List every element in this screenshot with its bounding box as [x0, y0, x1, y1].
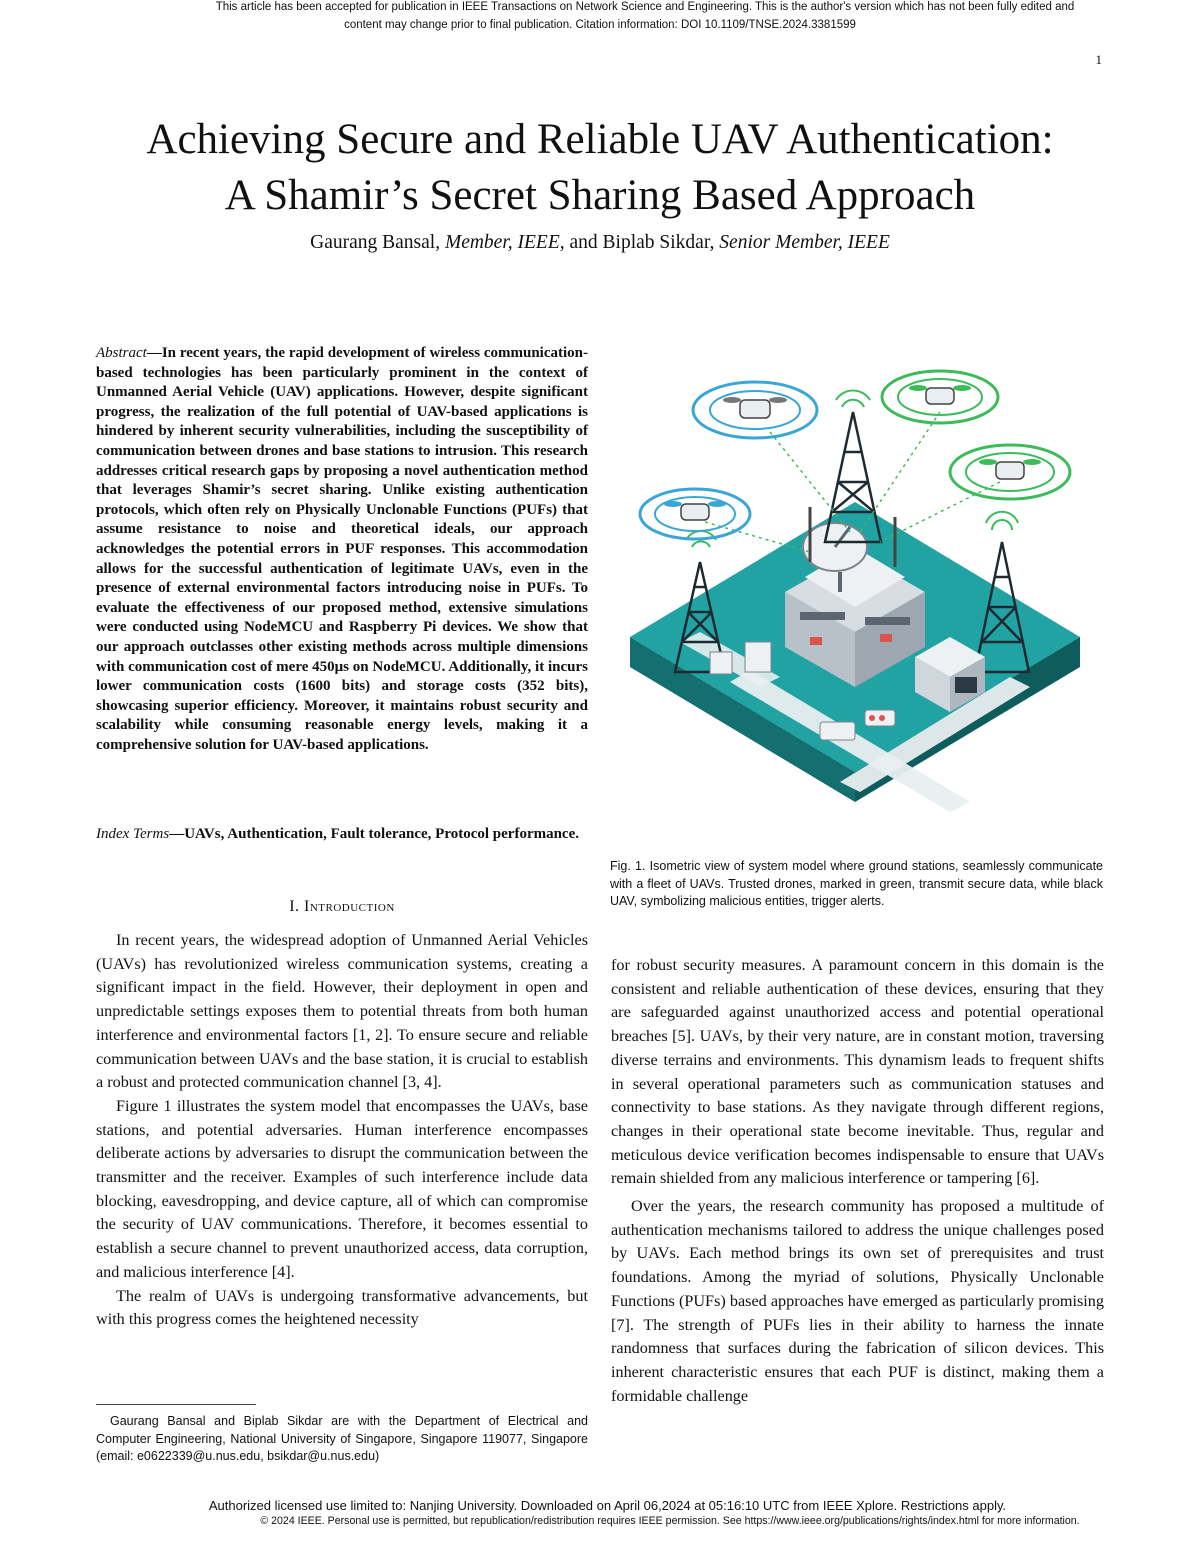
- paragraph: for robust security measures. A paramount concern in this domain is the consistent and reliable authentication of these devices, ensuring that they are safeguarded against unauthorized access and potential operational breaches [5]. UAVs, by their very nature, are in constant motion, traversing diverse terrains and environments. This dynamism leads to frequent shifts in several operational parameters such as communication statuses and connectivity to base stations. As they navigate through different regions, changes in their operational state become inevitable. Thus, regular and meticulous device verification becomes indispensable to ensure that UAVs remain shielded from any malicious interference or tampering [6].: [611, 956, 1104, 1188]
- abstract-label: Abstract: [96, 345, 147, 361]
- page-number: 1: [1095, 52, 1102, 67]
- abstract: [96, 344, 588, 755]
- copyright-notice: © 2024 IEEE. Personal use is permitted, but republication/redistribution requires IEEE permission. See https://www.ieee.org/publications/rights/index.html for more information.: [260, 1515, 1080, 1527]
- author-1-role: Member, IEEE,: [444, 232, 565, 253]
- paragraph: In recent years, the widespread adoption of Unmanned Aerial Vehicles (UAVs) has revolutionized wireless communication systems, creating a significant impact in the field. However, their deployment in open and unpredictable settings exposes them to potential threats from both human interference and environmental factors [1, 2]. To ensure secure and reliable communication between UAVs and the base station, it is crucial to establish a robust and protected communication channel [3, 4].: [96, 931, 588, 1092]
- right-column-body: [611, 954, 1104, 1408]
- left-column-body: [96, 929, 588, 1332]
- index-terms: [96, 825, 588, 845]
- figure-system-model: [610, 342, 1105, 840]
- section-heading-introduction: [96, 898, 588, 916]
- title-line-2: A Shamir’s Secret Sharing Based Approach: [224, 172, 976, 219]
- publication-notice-line1: This article has been accepted for publication in IEEE Transactions on Network Science and Engineering. This is the author's version which has not been fully edited and: [215, 1, 1075, 13]
- paragraph: The realm of UAVs is undergoing transformative advancements, but with this progress comes the heightened necessity: [96, 1286, 588, 1329]
- paragraph: Over the years, the research community has proposed a multitude of authentication mechanisms tailored to address the unique challenges posed by UAVs. Each method brings its own set of prerequisites and trust foundations. Among the myriad of solutions, Physically Unclonable Functions (PUFs) based approaches have emerged as particularly promising [7]. The strength of PUFs lies in their ability to harness the innate randomness that surfaces during the fabrication of silicon devices. This inherent characteristic ensures that each PUF is distinct, making them a formidable challenge: [611, 1197, 1104, 1405]
- index-terms-label: Index Terms: [96, 826, 170, 842]
- index-terms-text: —UAVs, Authentication, Fault tolerance, Protocol performance.: [169, 826, 580, 842]
- title-line-1: Achieving Secure and Reliable UAV Authentication:: [146, 116, 1054, 163]
- publication-notice-line2: content may change prior to final publication. Citation information: DOI 10.1109/TNSE.2024.3381599: [344, 19, 856, 31]
- system-model-illustration: [610, 342, 1105, 840]
- paragraph: Figure 1 illustrates the system model that encompasses the UAVs, base stations, and potential adversaries. Human interference encompasses deliberate actions by adversaries to disrupt the communication between the transmitter and the receiver. Examples of such interference include data blocking, eavesdropping, and device capture, all of which can compromise the security of UAV communications. Therefore, it becomes essential to establish a secure channel to prevent unauthorized access, data corruption, and malicious interference [4].: [96, 1096, 588, 1281]
- author-2-role: Senior Member, IEEE: [719, 232, 890, 253]
- figure-caption: Fig. 1. Isometric view of system model where ground stations, seamlessly communicate with a fleet of UAVs. Trusted drones, marked in green, transmit secure data, while black UAV, symbolizing malicious entities, trigger alerts.: [610, 859, 1103, 908]
- author-affiliation-footnote: Gaurang Bansal and Biplab Sikdar are with the Department of Electrical and Computer Engineering, National University of Singapore, Singapore 119077, Singapore (email: e0622339@u.nus.edu, bsikdar@u.nus.edu): [96, 1414, 588, 1463]
- footnote-divider: [96, 1404, 256, 1405]
- abstract-text: —In recent years, the rapid development of wireless communication-based technologies has been particularly prominent in the context of Unmanned Aerial Vehicle (UAV) applications. However, despite significant progress, the realization of the full potential of UAV-based applications is hindered by inherent security vulnerabilities, including the susceptibility of communication between drones and base stations to intrusion. This research addresses critical research gaps by proposing a novel authentication method that leverages Shamir’s secret sharing. Unlike existing authentication protocols, which often rely on Physically Unclonable Functions (PUFs) that assume resistance to noise and theoretical ideals, our approach acknowledges the potential errors in PUF responses. This accommodation allows for the successful authentication of legitimate UAVs, even in the presence of external environmental factors introducing noise in PUFs. To evaluate the effectiveness of our proposed method, extensive simulations were conducted using NodeMCU and Raspberry Pi devices. We show that our approach outclasses other existing methods across multiple dimensions with communication cost of mere 450μs on NodeMCU. Additionally, it incurs lower communication costs (1600 bits) and storage costs (352 bits), showcasing superior efficiency. Moreover, it maintains robust security and scalability while consuming reasonable energy levels, making it a comprehensive solution for UAV-based applications.: [96, 345, 588, 753]
- license-notice: Authorized licensed use limited to: Nanjing University. Downloaded on April 06,2024 at 05:16:10 UTC from IEEE Xplore. Restrictions apply.: [208, 1498, 1007, 1513]
- section-title: Introduction: [304, 898, 395, 915]
- section-number: I.: [289, 898, 300, 915]
- author-1: Gaurang Bansal,: [310, 232, 441, 253]
- author-2: and Biplab Sikdar,: [569, 232, 715, 253]
- paper-title: [0, 112, 1200, 224]
- author-line: [0, 232, 1200, 254]
